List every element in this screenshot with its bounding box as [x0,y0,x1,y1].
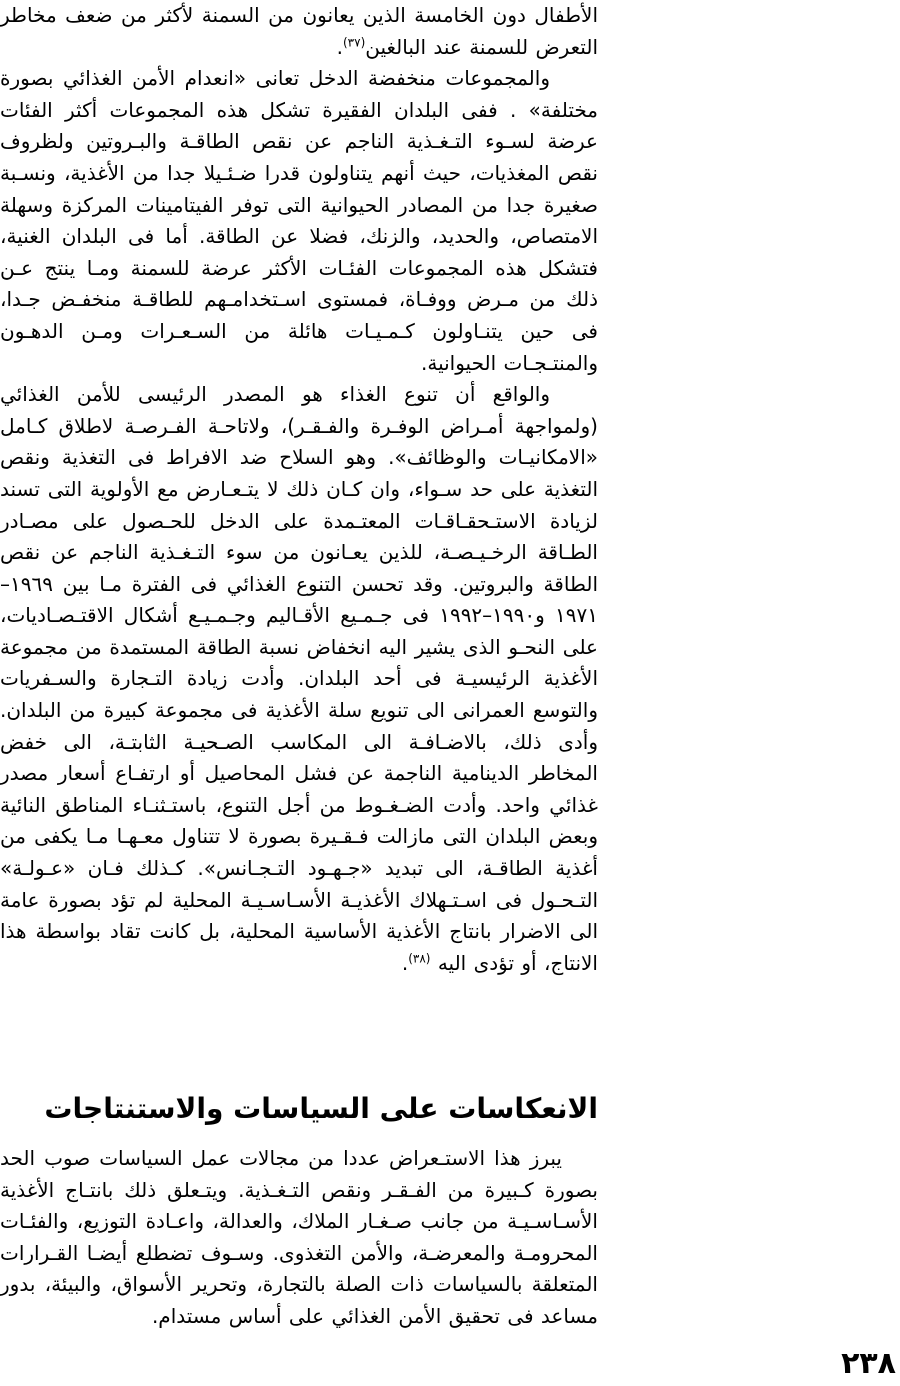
body-text-top [0,0,598,979]
paragraph-low-income-groups: والمجموعات منخفضة الدخل تعانى «انعدام الأمن الغذائي بصورة مختلفة» . ففى البلدان الفقيرة تشكل هذه المجموعات أكثر الفئات عرضة لسـوء التـغـذية الناجم عن نقص الطاقـة والبـروتين ولظروف نقص المغذيات، حيث أنهم يتناولون قدرا ضـئـيلا جدا من الأغذية، ونسـبة صغيرة جدا من المصادر الحيوانية التى توفر الفيتامينات المركزة وسهلة الامتصاص، والحديد، والزنك، فضلا عن الطاقة. أما فى البلدان الغنية، فتشكل هذه المجموعات الفئـات الأكثر عرضة للسمنة ومـا ينتج عـن ذلك من مـرض ووفـاة، فمستوى اسـتخدامـهم للطاقـة منخفـض جـدا، فى حين يتنـاولون كـمـيـات هائلة من السـعـرات ومـن الدهـون والمنتـجـات الحيوانية. [0,66,598,375]
paragraph-tail: . [401,950,409,975]
paragraph-food-diversity [0,379,598,979]
paragraph-text: الأطفال دون الخامسة الذين يعانون من السمنة لأكثر من ضعف مخاطر التعرض للسمنة عند البالغين [0,3,598,59]
paragraph-tail: . [336,34,343,59]
footnote-ref-38: (٣٨) [408,951,431,966]
paragraph-policy-review: يبرز هذا الاستـعراض عددا من مجالات عمل السياسات صوب الحد بصورة كـبيرة من الفـقـر ونقص التـغـذية. ويتـعلق ذلك بانتـاج الأغذية الأسـاسـيـة من جانب صـغـار الملاك، والعدالة، واعـادة التوزيع، والفئـات المحرومـة والمعرضـة، والأمن التغذوى. وسـوف تضطلع أيضـا القـرارات المتعلقة بالسياسات ذات الصلة بالتجارة، وتحرير الأسواق، والبيئة، بدور مساعد فى تحقيق الأمن الغذائي على أساس مستدام. [0,1146,598,1328]
paragraph-text: والواقع أن تنوع الغذاء هو المصدر الرئيسى للأمن الغذائي (ولمواجهة أمـراض الوفـرة والفـقـر)، ولاتاحـة الفـرصـة لاطلاق كـامل «الامكانيـات والوظائف». وهو السلاح ضد الافراط فى التغذية ونقص التغذية على حد سـواء، وان كـان ذلك لا يتـعـارض مع الأولوية التى تسند لزيادة الاستـحقـاقـات المعتـمدة على الدخل للحـصول على مصـادر الطـاقة الرخـيـصـة، للذين يعـانون من سوء التـغـذية الناجم عن نقص الطاقة والبروتين. وقد تحسن التنوع الغذائي فى الفترة مـا بين ١٩٦٩– ١٩٧١ و١٩٩٠–١٩٩٢ فى جـمـيع الأقـاليم وجـمـيـع أشكال الاقتـصـاديات، على النحـو الذى يشير اليه انخفاض نسبة الطاقة المستمدة من مجموعة الأغذية الرئيسيـة فى أحد البلدان. وأدت زيادة التـجارة والسـفريات والتوسع العمرانى الى تنويع سلة الأغذية فى مجموعة كبيرة من البلدان. وأدى ذلك، بالاضـافـة الى المكاسب الصـحيـة الثابتـة، الى خفض المخاطر الدينامية الناجمة عن فشل المحاصيل أو ارتفـاع أسعار مصدر غذائي واحد. وأدت الضـغـوط من أجل التنوع، باستـثنـاء المناطق النائية وبعض البلدان التى مازالت فـقـيرة بصورة لا تتناول معـهـا مـا يكفى من أغذية الطاقـة، الى تبديد «جـهـود التـجـانس». كـذلك فـان «عـولـة» التـحـول فى اسـتـهلاك الأغذيـة الأسـاسـيـة المحلية لم تؤد بصورة عامة الى الاضرار بانتاج الأغذية الأساسية المحلية، بل كانت تقاد بواسطة هذا الانتاج، أو تؤدى اليه [0,382,598,975]
footnote-ref-37: (٣٧) [342,34,366,49]
section-heading: الانعكاسات على السياسات والاستنتاجات [44,1092,598,1126]
paragraph-continuation [0,0,598,63]
page-number: ٢٣٨ [841,1346,896,1381]
body-text-bottom [0,1143,598,1333]
